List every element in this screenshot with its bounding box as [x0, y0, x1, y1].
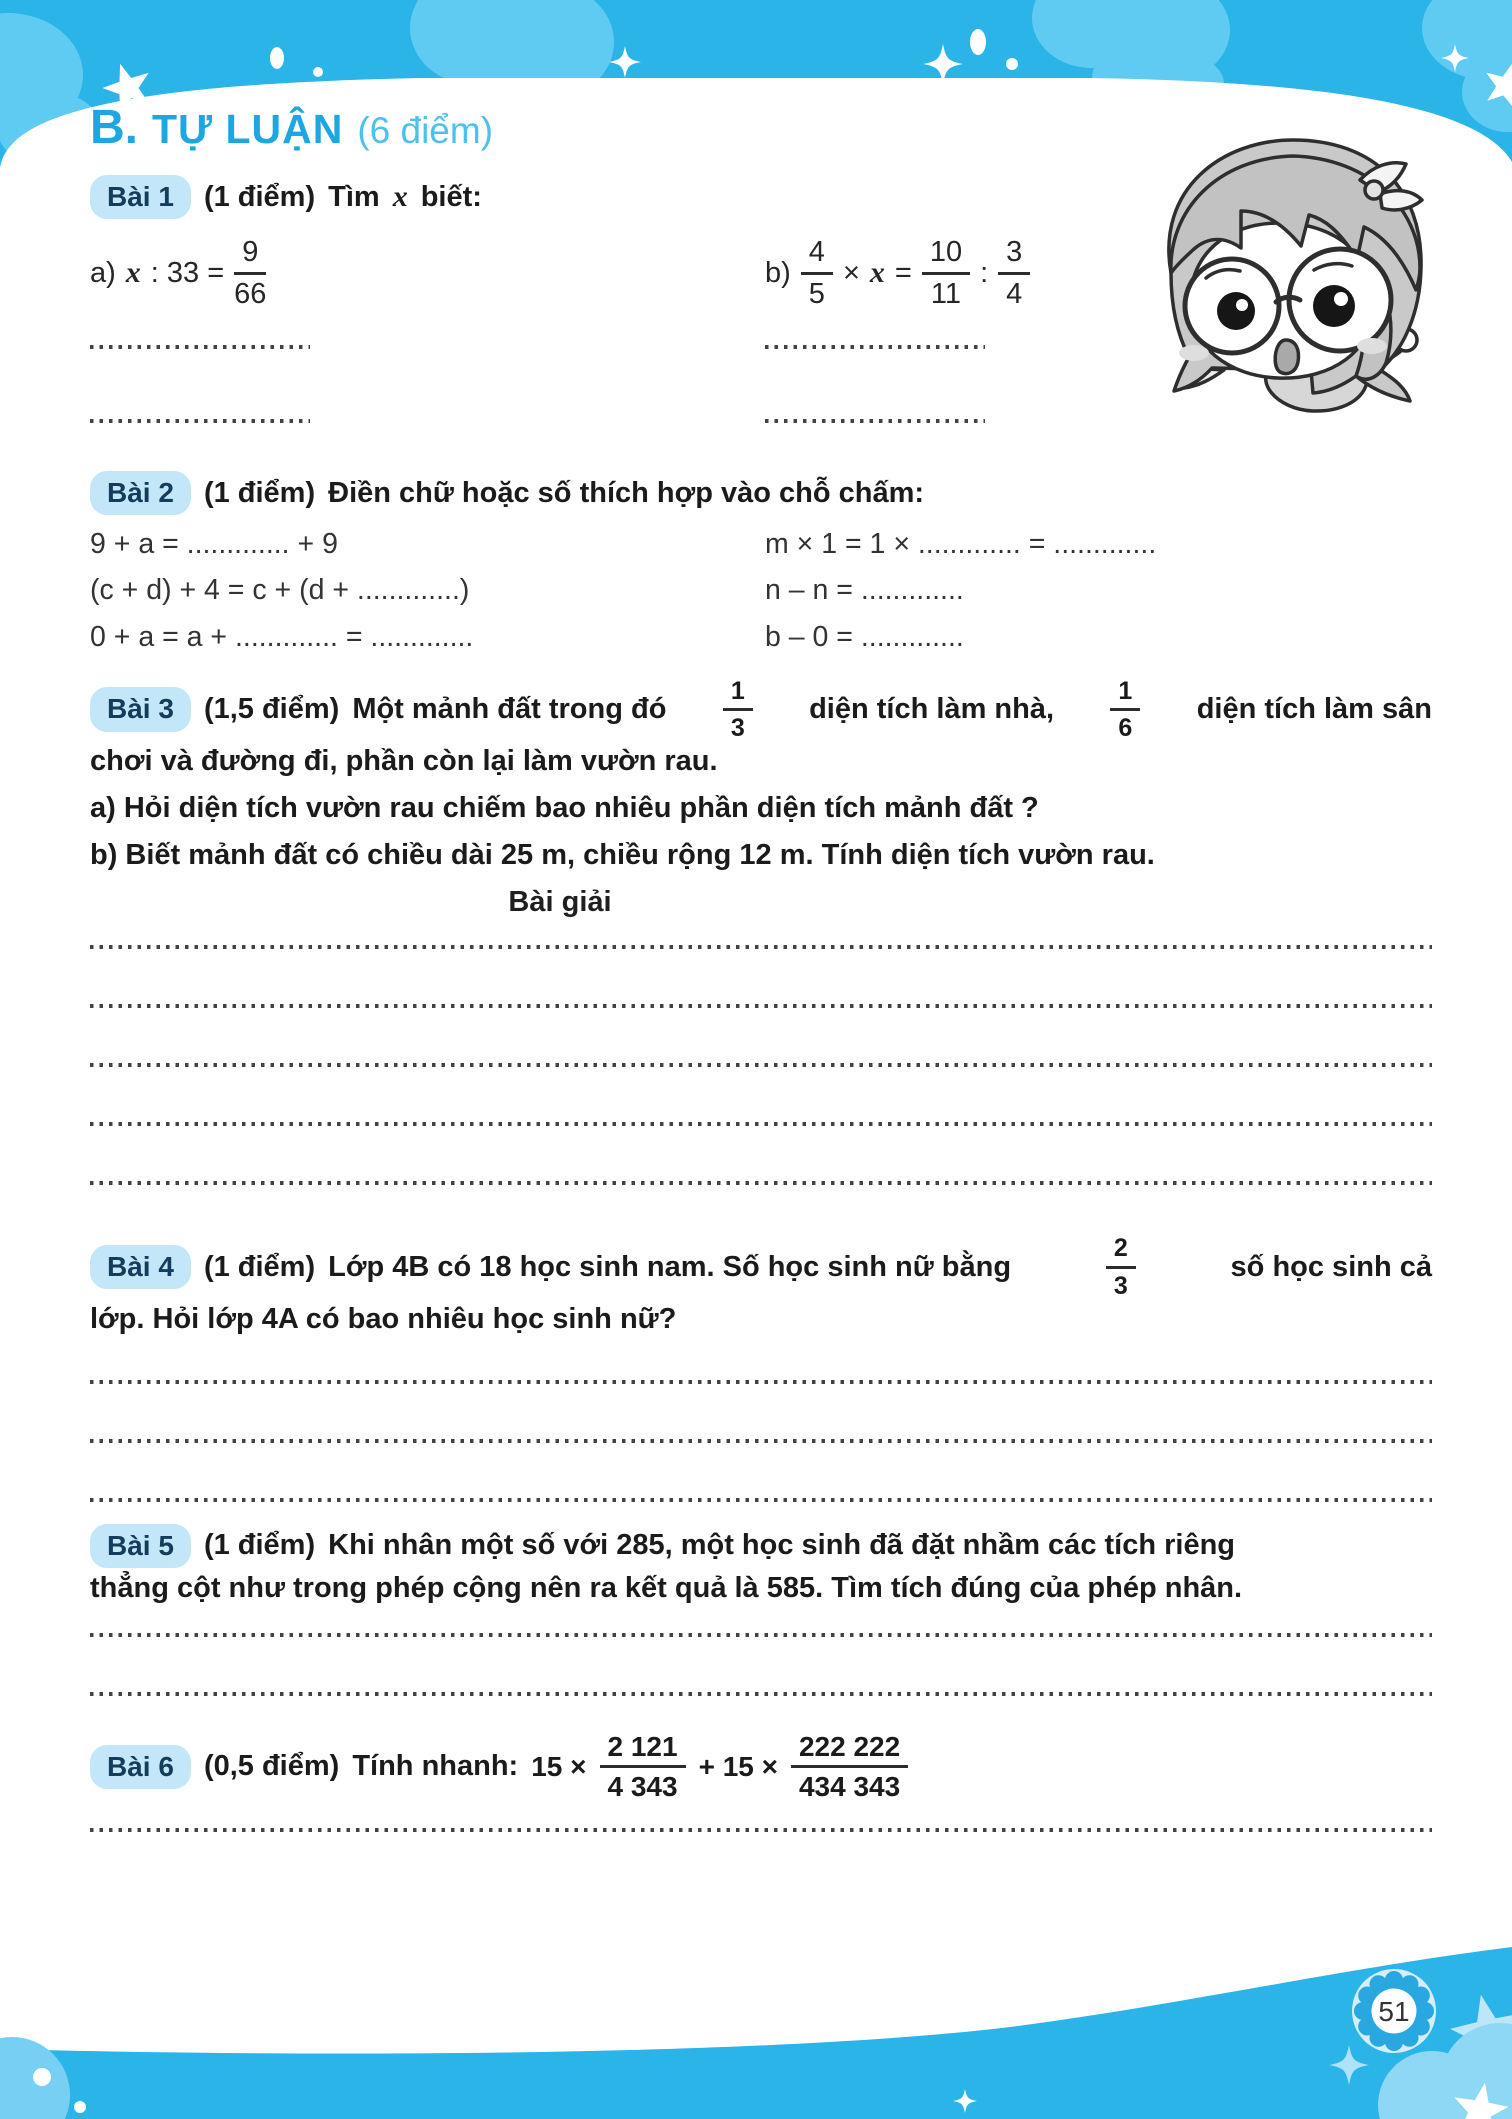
problem-3-heading	[90, 678, 1432, 742]
problem-3-text: Một mảnh đất trong đó	[352, 693, 667, 726]
item-label-a: a)	[90, 256, 116, 289]
answer-line	[90, 1380, 1432, 1384]
problem-3-text-line-2: chơi và đường đi, phần còn lại làm vườn rau.	[90, 745, 718, 778]
answer-line	[90, 1439, 1432, 1443]
problem-6-answer-lines	[90, 1828, 1432, 1832]
problem-4-heading	[90, 1235, 1432, 1299]
problem-1-heading	[90, 175, 1432, 219]
answer-line	[765, 345, 985, 349]
problem-2-points: (1 điểm)	[203, 476, 316, 509]
problem-2-badge: Bài 2	[90, 471, 191, 515]
problem-5-answer-lines	[90, 1633, 1432, 1696]
problem-3-badge: Bài 3	[90, 687, 191, 731]
problem-2-row-1	[90, 527, 1432, 561]
problem-1-equations	[90, 237, 1432, 309]
fill-blank-equation: (c + d) + 4 = c + (d + .............)	[90, 574, 470, 607]
problem-1-answer-row-2	[90, 419, 1432, 423]
equation-a	[90, 237, 765, 309]
section-letter: B.	[90, 101, 138, 154]
answer-line	[90, 1004, 1432, 1008]
math-variable-x: x	[392, 180, 408, 214]
answer-line	[90, 1828, 1432, 1832]
equation-term-2: + 15 ×	[698, 1750, 778, 1782]
fraction-1-6: $\frac{1}{6}$	[1110, 678, 1140, 742]
fraction-9-66: $\frac{9}{66}$	[234, 236, 267, 310]
problem-5-text-line-2: thẳng cột như trong phép cộng nên ra kết quả là 585. Tìm tích đúng của phép nhân.	[90, 1572, 1243, 1604]
problem-4-points: (1 điểm)	[203, 1250, 316, 1283]
fill-blank-equation: 9 + a = ............. + 9	[90, 528, 338, 561]
problem-3-points: (1,5 điểm)	[203, 693, 340, 726]
multiply-sign: ×	[842, 256, 860, 289]
fraction-4-5: $\frac{4}{5}$	[801, 237, 833, 309]
problem-1-points: (1 điểm)	[203, 180, 316, 213]
answer-line	[90, 1063, 1432, 1067]
fraction-2121-4343: $\frac{2 121}{4 343}$	[600, 1732, 686, 1802]
problem-5-heading	[90, 1524, 1432, 1568]
problem-6-badge: Bài 6	[90, 1745, 191, 1789]
answer-line	[90, 419, 310, 423]
answer-line	[90, 945, 1432, 949]
divide-sign: :	[980, 256, 989, 289]
problem-3-text: diện tích làm nhà,	[809, 693, 1055, 726]
section-title	[90, 100, 1432, 155]
section-name: TỰ LUẬN	[152, 106, 344, 152]
problem-1-prompt: Tìm	[328, 180, 380, 213]
answer-line	[765, 419, 985, 423]
problem-2-heading	[90, 471, 1432, 515]
equals-sign: =	[894, 256, 912, 289]
problem-6-points: (0,5 điểm)	[203, 1750, 340, 1783]
fill-blank-equation: 0 + a = a + ............. = .............	[90, 620, 474, 653]
footer-decoration	[0, 1933, 1512, 2119]
problem-4-text: số học sinh cả	[1230, 1250, 1432, 1283]
page-number-badge	[1352, 1969, 1436, 2053]
fraction-10-11: $\frac{10}{11}$	[922, 237, 970, 309]
answer-line	[90, 1692, 1432, 1696]
section-points: (6 điểm)	[357, 110, 494, 151]
answer-line	[90, 1181, 1432, 1185]
problem-1-answer-row-1	[90, 345, 1432, 349]
problem-4-text-line-2: lớp. Hỏi lớp 4A có bao nhiêu học sinh nữ?	[90, 1302, 677, 1335]
equation-a-body: : 33 =	[150, 256, 225, 289]
fill-blank-equation: n – n = .............	[765, 574, 964, 607]
problem-1-prompt-end: biết:	[420, 180, 482, 213]
problem-3-text: diện tích làm sân	[1196, 693, 1432, 726]
page-content	[90, 98, 1432, 1832]
answer-line	[90, 345, 310, 349]
answer-line	[90, 1498, 1432, 1502]
problem-4-badge: Bài 4	[90, 1245, 191, 1289]
math-variable-x: x	[125, 256, 141, 290]
problem-4-answer-lines	[90, 1380, 1432, 1502]
fill-blank-equation: b – 0 = .............	[765, 620, 964, 653]
problem-2-prompt: Điền chữ hoặc số thích hợp vào chỗ chấm:	[328, 476, 925, 509]
problem-2-row-3	[90, 620, 1432, 654]
problem-4-text: Lớp 4B có 18 học sinh nam. Số học sinh nữ bằng	[328, 1250, 1012, 1283]
fraction-1-3: $\frac{1}{3}$	[723, 678, 753, 742]
equation-b	[765, 237, 1432, 309]
problem-5-badge: Bài 5	[90, 1524, 191, 1568]
equation-term-1: 15 ×	[531, 1750, 587, 1782]
problem-2-row-2	[90, 573, 1432, 607]
problem-3-answer-lines	[90, 945, 1432, 1185]
answer-line	[90, 1122, 1432, 1126]
fraction-222222-434343: $\frac{222 222}{434 343}$	[791, 1732, 908, 1802]
math-variable-x: x	[869, 256, 885, 290]
fraction-2-3: $\frac{2}{3}$	[1106, 1235, 1136, 1299]
problem-3-question-a: a) Hỏi diện tích vườn rau chiếm bao nhiêu phần diện tích mảnh đất ?	[90, 792, 1039, 825]
problem-6-heading	[90, 1732, 1432, 1802]
problem-6-prompt: Tính nhanh:	[352, 1750, 519, 1783]
footer-wave	[0, 1947, 1512, 2119]
problem-5-points: (1 điểm)	[203, 1529, 316, 1562]
fraction-3-4: $\frac{3}{4}$	[998, 237, 1030, 309]
fill-blank-equation: m × 1 = 1 × ............. = .............	[765, 528, 1157, 561]
problem-3-question-b: b) Biết mảnh đất có chiều dài 25 m, chiều rộng 12 m. Tính diện tích vườn rau.	[90, 839, 1155, 872]
answer-line	[90, 1633, 1432, 1637]
solution-heading: Bài giải	[508, 886, 612, 919]
page-number: 51	[1378, 1996, 1410, 2027]
problem-1-badge: Bài 1	[90, 175, 191, 219]
problem-5-text: Khi nhân một số với 285, một học sinh đã đặt nhầm các tích riêng	[328, 1529, 1236, 1562]
item-label-b: b)	[765, 256, 791, 289]
